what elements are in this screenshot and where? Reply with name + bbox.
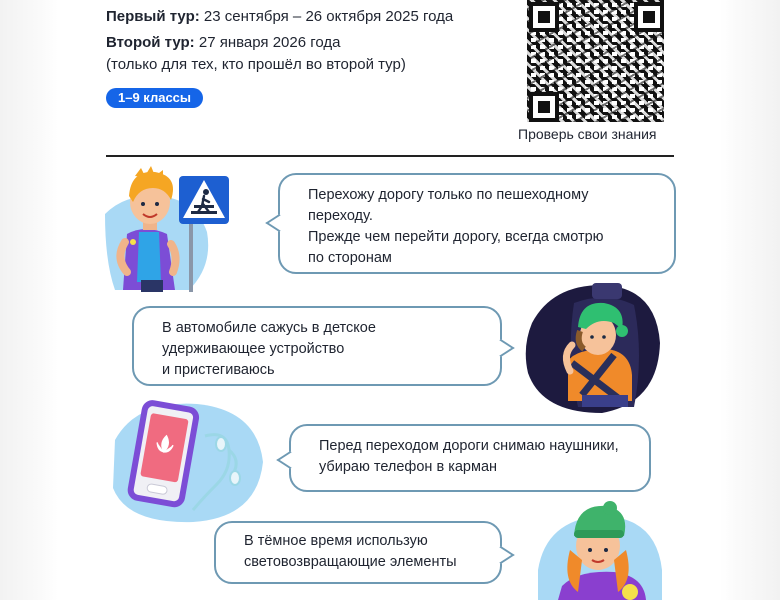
second-tour-line xyxy=(106,34,341,51)
pedestrian-crossing-icon xyxy=(179,176,229,224)
tip-text-line: В тёмное время использую xyxy=(244,533,428,549)
tip-text-line: Перехожу дорогу только по пешеходному xyxy=(308,187,589,203)
first-tour-line xyxy=(106,8,453,25)
tip-text-line: Перед переходом дороги снимаю наушники, xyxy=(319,438,619,454)
girl-reflector-illustration xyxy=(534,500,664,600)
boy-illustration xyxy=(105,162,235,294)
second-tour-dates: 27 января 2026 года xyxy=(194,34,341,51)
tip-text-line: убираю телефон в карман xyxy=(319,459,498,475)
second-tour-note: (только для тех, кто прошёл во второй тур) xyxy=(106,56,406,73)
tip-text-line: световозвращающие элементы xyxy=(244,554,457,570)
tip-bubble-headphones xyxy=(289,424,651,492)
child-car-seat-illustration xyxy=(522,283,662,415)
page-edge-left xyxy=(0,0,58,600)
tip-bubble-reflectors xyxy=(214,521,502,584)
qr-code[interactable] xyxy=(527,0,664,122)
tip-text-line: и пристегиваюсь xyxy=(162,362,275,378)
qr-finder-icon xyxy=(529,2,559,32)
tip-text-line: удерживающее устройство xyxy=(162,341,345,357)
smartphone-earphones-illustration xyxy=(107,400,265,524)
section-divider xyxy=(106,155,674,157)
second-tour-label: Второй тур: xyxy=(106,34,195,51)
qr-caption: Проверь свои знания xyxy=(518,126,657,142)
first-tour-dates: 23 сентября – 26 октября 2025 года xyxy=(199,8,454,25)
reflector-icon xyxy=(622,584,638,600)
tip-text-line: переходу. xyxy=(308,208,373,224)
page-edge-right xyxy=(720,0,780,600)
tip-text-line: Прежде чем перейти дорогу, всегда смотрю xyxy=(308,229,604,245)
tip-bubble-crossing xyxy=(278,173,676,274)
grades-badge: 1–9 классы xyxy=(106,88,203,108)
first-tour-label: Первый тур: xyxy=(106,8,200,25)
tip-bubble-car-seat xyxy=(132,306,502,386)
tip-text-line: по сторонам xyxy=(308,250,392,266)
tip-text-line: В автомобиле сажусь в детское xyxy=(162,320,376,336)
qr-finder-icon xyxy=(529,92,559,122)
qr-finder-icon xyxy=(634,2,664,32)
